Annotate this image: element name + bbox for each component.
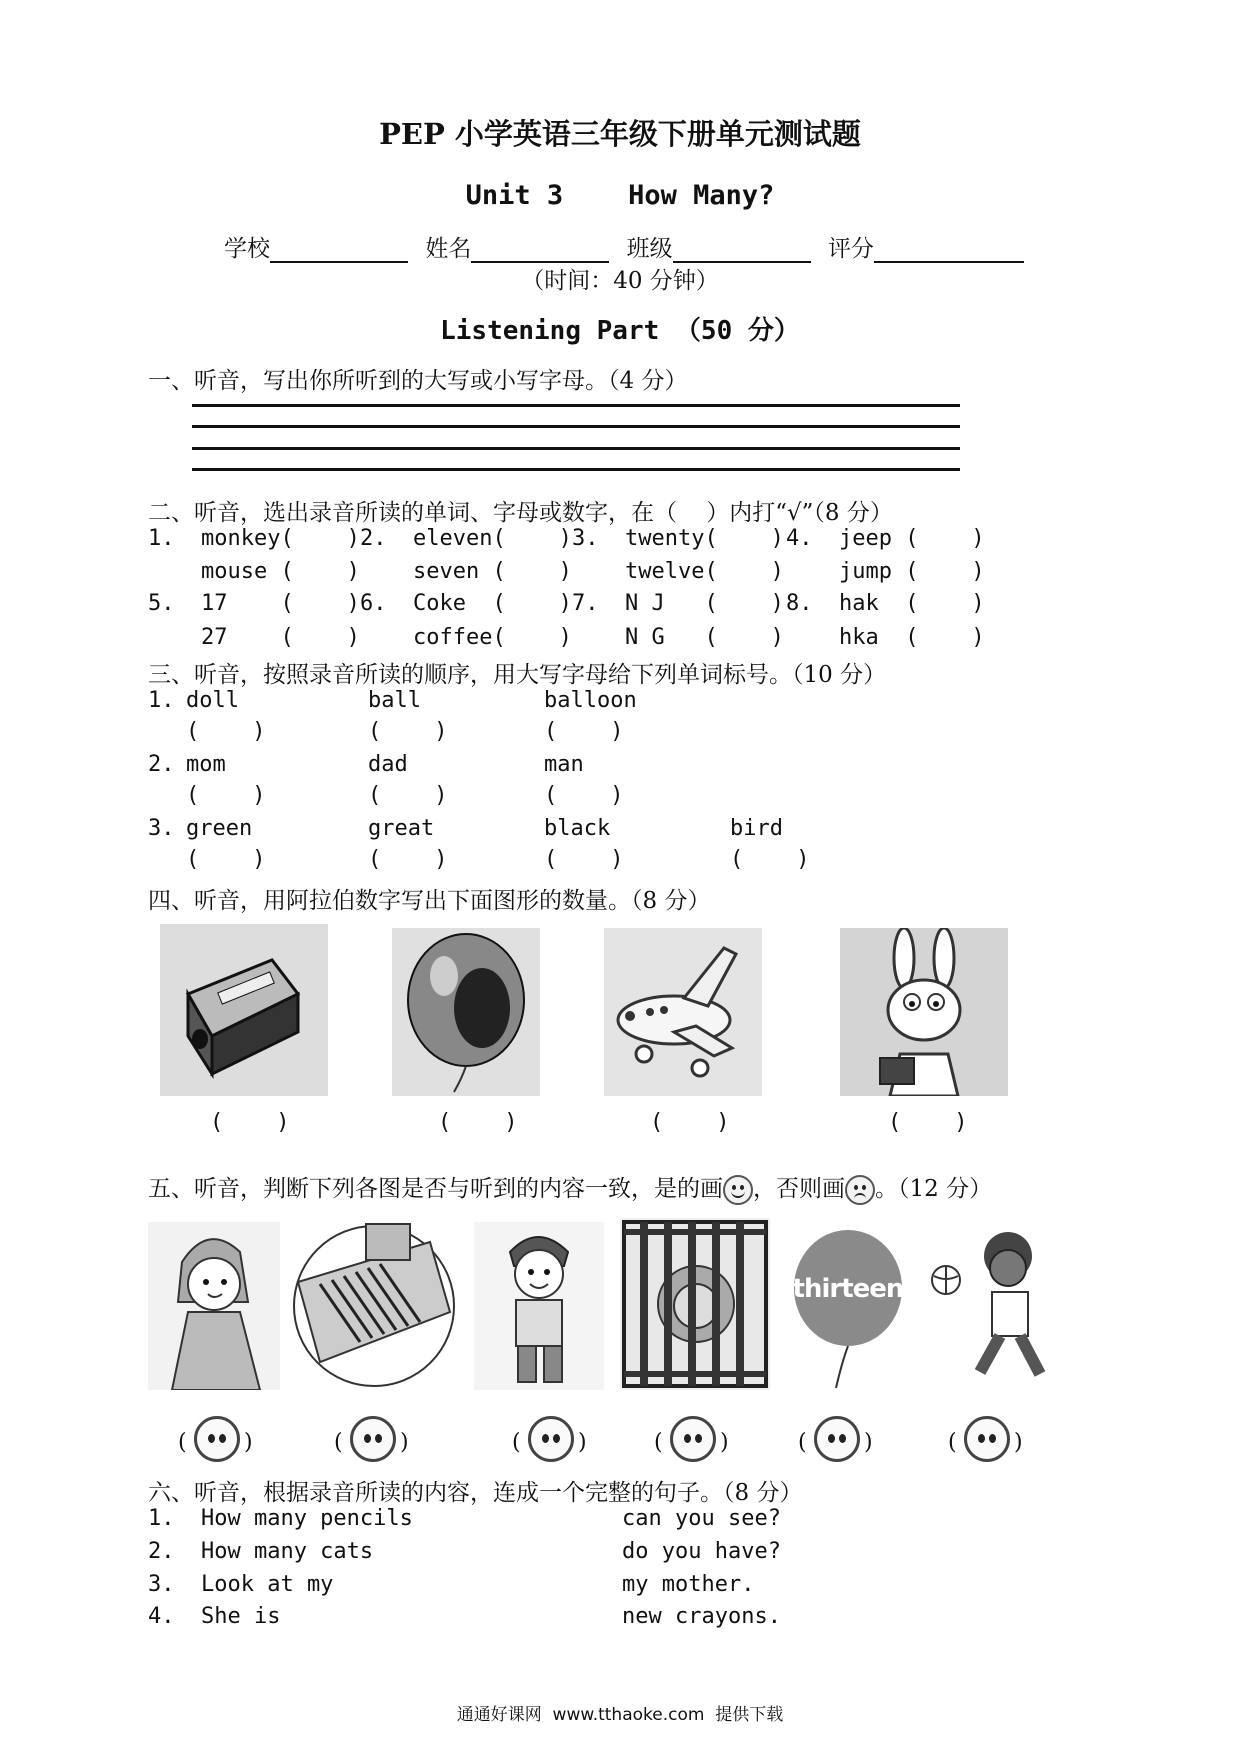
option-item[interactable]: 6. Coke ( ) — [360, 591, 572, 616]
answer-face[interactable] — [512, 1412, 592, 1468]
lion-cage-icon — [620, 1218, 770, 1390]
section-5-heading — [148, 1170, 992, 1205]
answer-paren[interactable]: ( ) — [544, 783, 624, 808]
answer-line-3[interactable] — [192, 447, 960, 450]
paren-open: ( — [178, 1430, 187, 1455]
answer-paren[interactable]: ( ) — [368, 719, 448, 744]
sentence-end[interactable]: new crayons. — [622, 1604, 781, 1629]
time-note: （时间：40 分钟） — [521, 268, 719, 294]
image-girl — [148, 1222, 280, 1390]
section-3-heading: 三、听音，按照录音所读的顺序，用大写字母给下列单词标号。（10 分） — [148, 662, 887, 688]
group-number: 3. — [148, 816, 175, 841]
option-item[interactable]: 7. N J ( ) — [572, 591, 784, 616]
pencil-sharpener-icon — [160, 924, 328, 1096]
option-item[interactable]: hka ( ) — [786, 625, 985, 650]
answer-paren[interactable]: ( ) — [186, 719, 266, 744]
answer-line-2[interactable] — [192, 425, 960, 428]
sentence-start[interactable]: 2. How many cats — [148, 1539, 374, 1564]
paren-close: ) — [1014, 1430, 1023, 1455]
word-item: bird — [730, 816, 783, 841]
option-item[interactable]: 2. eleven( ) — [360, 526, 572, 551]
option-item[interactable]: jump ( ) — [786, 559, 985, 584]
paren-open: ( — [334, 1430, 343, 1455]
answer-face[interactable] — [334, 1412, 414, 1468]
unit-title: Unit 3 How Many? — [465, 180, 775, 211]
answer-line-4[interactable] — [192, 468, 960, 471]
blank-face-icon[interactable] — [528, 1416, 574, 1462]
image-balloon-thirteen — [786, 1222, 910, 1390]
answer-paren[interactable]: ( ) — [650, 1110, 730, 1135]
paren-open: ( — [654, 1430, 663, 1455]
paren-open: ( — [948, 1430, 957, 1455]
section-5-heading-c: 。（12 分） — [875, 1176, 993, 1202]
field-score-blank[interactable] — [874, 237, 1024, 263]
image-pencils — [290, 1222, 458, 1390]
option-item[interactable]: 4. jeep ( ) — [786, 526, 985, 551]
answer-paren[interactable]: ( ) — [368, 783, 448, 808]
field-name-blank[interactable] — [471, 237, 609, 263]
section-1-heading: 一、听音，写出你所听到的大写或小写字母。（4 分） — [148, 368, 688, 394]
word-item: man — [544, 752, 584, 777]
answer-face[interactable] — [798, 1412, 878, 1468]
section-5-heading-a: 五、听音，判断下列各图是否与听到的内容一致，是的画 — [148, 1176, 723, 1202]
section-5-heading-b: ，否则画 — [753, 1176, 845, 1202]
option-item[interactable]: coffee( ) — [360, 625, 572, 650]
section-6-heading: 六、听音，根据录音所读的内容，连成一个完整的句子。（8 分） — [148, 1480, 803, 1506]
paren-close: ) — [720, 1430, 729, 1455]
part-title: Listening Part （50 分） — [440, 316, 800, 346]
image-pencil-sharpener — [160, 924, 328, 1096]
option-item[interactable]: 5. 17 ( ) — [148, 591, 360, 616]
option-item[interactable]: 27 ( ) — [148, 625, 360, 650]
answer-paren[interactable]: ( ) — [210, 1110, 290, 1135]
paren-close: ) — [400, 1430, 409, 1455]
word-item: green — [186, 816, 253, 841]
info-fields — [224, 230, 1024, 263]
girl-icon — [148, 1222, 280, 1390]
footer-credit: 通通好课网 www.tthaoke.com 提供下载 — [456, 1705, 784, 1725]
word-item: black — [544, 816, 611, 841]
paren-open: ( — [798, 1430, 807, 1455]
blank-face-icon[interactable] — [814, 1416, 860, 1462]
page-title: PEP 小学英语三年级下册单元测试题 — [379, 117, 861, 151]
answer-paren[interactable]: ( ) — [730, 847, 810, 872]
image-boy — [474, 1222, 604, 1390]
smile-face-icon — [723, 1175, 753, 1205]
answer-paren[interactable]: ( ) — [888, 1110, 968, 1135]
answer-paren[interactable]: ( ) — [368, 847, 448, 872]
pencils-icon — [290, 1222, 458, 1390]
field-name-label: 姓名 — [425, 236, 472, 262]
option-item[interactable]: 3. twenty( ) — [572, 526, 784, 551]
paren-close: ) — [244, 1430, 253, 1455]
rabbit-icon — [840, 928, 1008, 1096]
option-item[interactable]: 1. monkey( ) — [148, 526, 360, 551]
balloon-thirteen-icon — [786, 1222, 910, 1390]
word-item: great — [368, 816, 435, 841]
blank-face-icon[interactable] — [194, 1416, 240, 1462]
image-rabbit — [840, 928, 1008, 1096]
word-item: dad — [368, 752, 408, 777]
image-lion-in-cage — [620, 1218, 770, 1390]
paren-close: ) — [578, 1430, 587, 1455]
paren-open: ( — [512, 1430, 521, 1455]
balloon-label: thirteen — [792, 1274, 904, 1304]
blank-face-icon[interactable] — [964, 1416, 1010, 1462]
answer-line-1[interactable] — [192, 404, 960, 407]
group-number: 2. — [148, 752, 175, 777]
group-number: 1. — [148, 688, 175, 713]
field-class-label: 班级 — [626, 236, 673, 262]
sentence-start[interactable]: 4. She is — [148, 1604, 281, 1629]
boy-icon — [474, 1222, 604, 1390]
answer-paren[interactable]: ( ) — [438, 1110, 518, 1135]
option-item[interactable]: seven ( ) — [360, 559, 572, 584]
airplane-icon — [604, 928, 762, 1096]
sentence-end[interactable]: my mother. — [622, 1572, 755, 1597]
blank-face-icon[interactable] — [350, 1416, 396, 1462]
answer-paren[interactable]: ( ) — [186, 847, 266, 872]
option-item[interactable]: mouse ( ) — [148, 559, 360, 584]
section-2-heading: 二、听音，选出录音所读的单词、字母或数字，在（ ）内打“√”（8 分） — [148, 500, 893, 526]
sentence-end[interactable]: do you have? — [622, 1539, 781, 1564]
field-score-label: 评分 — [827, 236, 874, 262]
image-balloon — [392, 928, 540, 1096]
sentence-start[interactable]: 3. Look at my — [148, 1572, 334, 1597]
blank-face-icon[interactable] — [670, 1416, 716, 1462]
answer-paren[interactable]: ( ) — [544, 847, 624, 872]
word-item: ball — [368, 688, 421, 713]
answer-face[interactable] — [178, 1412, 258, 1468]
section-4-heading: 四、听音，用阿拉伯数字写出下面图形的数量。（8 分） — [148, 888, 711, 914]
word-item: mom — [186, 752, 226, 777]
paren-close: ) — [864, 1430, 873, 1455]
word-item: balloon — [544, 688, 637, 713]
answer-paren[interactable]: ( ) — [544, 719, 624, 744]
field-class-blank[interactable] — [673, 237, 811, 263]
balloon-icon — [392, 928, 540, 1096]
answer-face[interactable] — [948, 1412, 1028, 1468]
boy-ball-icon — [924, 1222, 1064, 1390]
word-item: doll — [186, 688, 239, 713]
option-item[interactable]: 8. hak ( ) — [786, 591, 985, 616]
field-school-label: 学校 — [224, 236, 270, 262]
option-item[interactable]: twelve( ) — [572, 559, 784, 584]
field-school-blank[interactable] — [270, 237, 408, 263]
sentence-end[interactable]: can you see? — [622, 1506, 781, 1531]
image-boy-with-ball — [924, 1222, 1064, 1390]
answer-face[interactable] — [654, 1412, 734, 1468]
option-item[interactable]: N G ( ) — [572, 625, 784, 650]
sentence-start[interactable]: 1. How many pencils — [148, 1506, 413, 1531]
frown-face-icon — [845, 1175, 875, 1205]
image-airplane — [604, 928, 762, 1096]
answer-paren[interactable]: ( ) — [186, 783, 266, 808]
